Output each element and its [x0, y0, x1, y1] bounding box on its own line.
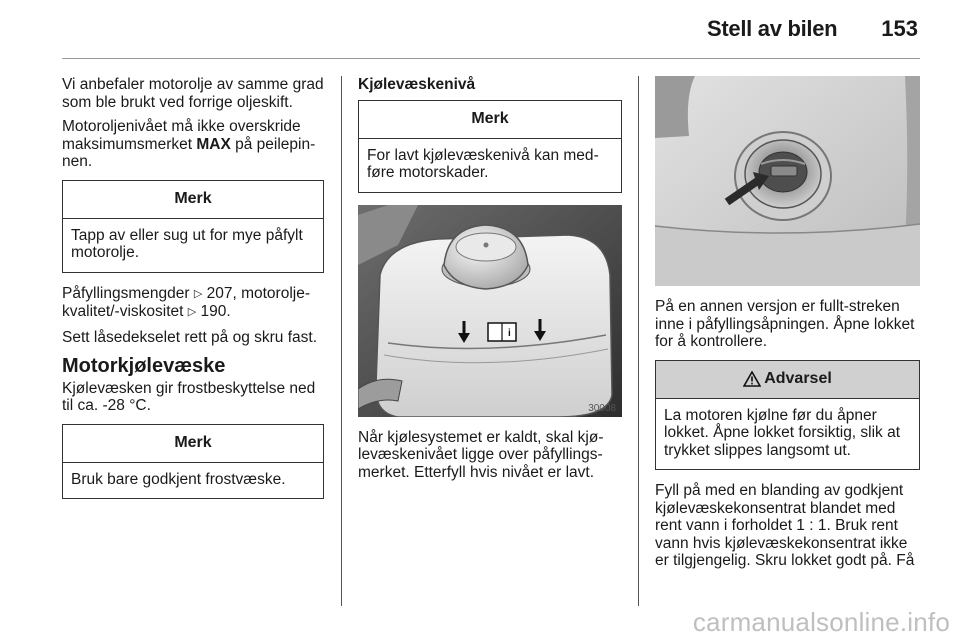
column-1: [62, 76, 324, 511]
page-reference-triangle-icon[interactable]: ▷: [193, 287, 203, 300]
coolant-tank-figure: [358, 205, 622, 417]
column-divider: [341, 76, 342, 606]
text-run: .: [226, 303, 231, 320]
note-body: Bruk bare godkjent frostvæske.: [71, 470, 286, 488]
column-divider: [638, 76, 639, 606]
warning-box: [655, 360, 920, 471]
note-box: [62, 424, 324, 500]
warning-triangle-icon: [743, 371, 761, 387]
page-title: Stell av bilen: [706, 16, 838, 41]
text-run: Påfyllingsmengder: [62, 284, 194, 302]
column-3: [655, 76, 920, 577]
section-heading: Motorkjølevæske: [62, 355, 226, 377]
coolant-reservoir-illustration: [358, 205, 622, 417]
note-title: Merk: [359, 101, 621, 139]
warning-title: [656, 361, 919, 399]
text-run: , motoroljekvalitet/-viskositet: [62, 284, 311, 320]
paragraph: Når kjølesystemet er kaldt, skal kjølevæskenivået ligge over påfyllingsmerket. Etterfyll hvis nivået er lavt.: [358, 428, 604, 481]
paragraph: Kjølevæsken gir frostbeskyttelse ned til ca. -28 °C.: [62, 379, 316, 414]
header-rule: [62, 58, 920, 59]
column-2: [358, 76, 622, 488]
max-label: MAX: [196, 135, 231, 153]
note-title: Merk: [63, 425, 323, 463]
note-box: [62, 180, 324, 273]
paragraph: Vi anbefaler motorolje av samme grad som ble brukt ved forrige oljeskift.: [62, 76, 324, 111]
page-reference-triangle-icon[interactable]: ▷: [187, 306, 197, 318]
paragraph: Sett låsedekselet rett på og skru fast.: [62, 328, 318, 346]
text-run: på peilepinnen.: [62, 135, 316, 170]
warning-title-text: Advarsel: [764, 370, 832, 388]
paragraph: [62, 285, 324, 322]
warning-body: La motoren kjølne før du åpner lokket. Åpne lokket forsiktig, slik at trykket slippes langsomt ut.: [664, 406, 901, 459]
subsection-heading: Kjølevæskenivå: [358, 76, 476, 93]
page-number: 153: [881, 16, 918, 41]
note-body: For lavt kjølevæskenivå kan medføre motorskader.: [367, 146, 599, 181]
paragraph: [62, 118, 324, 171]
filler-neck-figure: [655, 76, 920, 286]
page-reference-link[interactable]: 190: [200, 303, 227, 320]
text-run: Motoroljenivået må ikke overskride maksimumsmerket: [62, 118, 301, 153]
svg-text:i: i: [508, 327, 511, 339]
paragraph: På en annen versjon er fullt-streken inne i påfyllingsåpningen. Åpne lokket for å kontrollere.: [655, 298, 915, 350]
filler-opening-illustration: [655, 76, 920, 286]
paragraph: Fyll på med en blanding av godkjent kjølevæskekonsentrat blandet med rent vann i forholdet 1 : 1. Bruk rent vann hvis kjølevæskekonsentrat ikke er tilgjengelig. Skru lokket godt på. Få: [655, 482, 915, 569]
note-body: Tapp av eller sug ut for mye påfylt motorolje.: [71, 226, 303, 261]
watermark: carmanualsonline.info: [692, 607, 950, 637]
note-title: Merk: [63, 181, 323, 219]
note-box: [358, 100, 622, 193]
page-reference-link[interactable]: 207: [206, 284, 233, 302]
figure-code: 30008: [588, 402, 616, 414]
page-header: [707, 16, 918, 42]
